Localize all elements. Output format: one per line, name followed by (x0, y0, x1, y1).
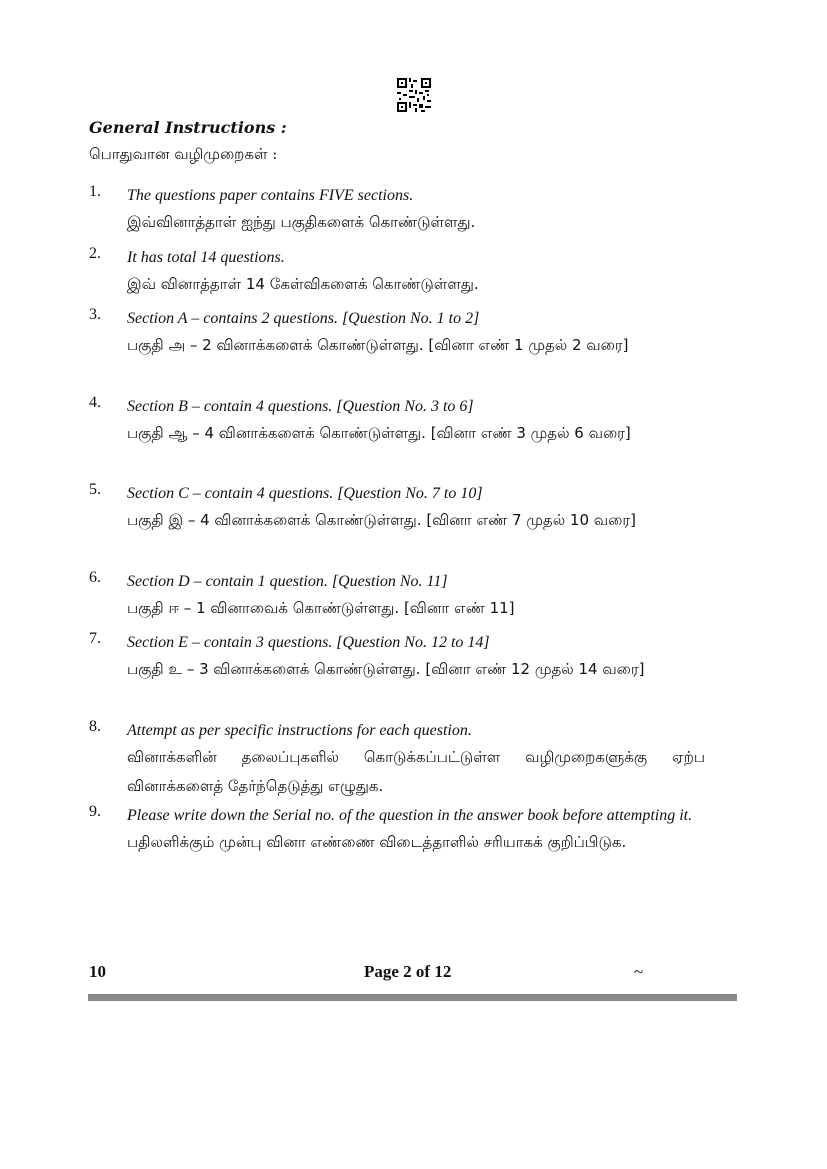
footer-mark: ~ (634, 962, 644, 981)
instruction-number: 5. (89, 481, 101, 498)
instruction-number: 8. (89, 718, 101, 735)
instruction-text-en: The questions paper contains FIVE sections. (127, 187, 414, 204)
instruction-text-ta: பகுதி உ – 3 வினாக்களைக் கொண்டுள்ளது. [வினா எண் 12 முதல் 14 வரை] (127, 660, 645, 678)
instruction-number: 6. (89, 569, 101, 586)
qr-code (397, 78, 431, 112)
instruction-text-en: It has total 14 questions. (127, 249, 285, 266)
footer-divider (88, 994, 737, 1001)
instruction-7 (89, 630, 705, 684)
instruction-3 (89, 306, 705, 360)
instruction-text-ta: பகுதி இ – 4 வினாக்களைக் கொண்டுள்ளது. [வினா எண் 7 முதல் 10 வரை] (127, 511, 636, 529)
instruction-text-ta: பகுதி ஈ – 1 வினாவைக் கொண்டுள்ளது. [வினா எண் 11] (127, 599, 515, 617)
instruction-4 (89, 394, 705, 448)
instruction-text-en: Section E – contain 3 questions. [Question No. 12 to 14] (127, 634, 490, 651)
instruction-text-en: Please write down the Serial no. of the question in the answer book before attempting it. (127, 807, 693, 824)
instruction-text-en: Attempt as per specific instructions for each question. (127, 722, 472, 739)
instruction-text-en: Section C – contain 4 questions. [Question No. 7 to 10] (127, 485, 483, 502)
instruction-text-ta: பகுதி ஆ – 4 வினாக்களைக் கொண்டுள்ளது. [வினா எண் 3 முதல் 6 வரை] (127, 424, 631, 442)
instruction-5 (89, 481, 705, 535)
instruction-2 (89, 245, 705, 299)
instruction-number: 2. (89, 245, 101, 262)
instruction-text-en: Section A – contains 2 questions. [Question No. 1 to 2] (127, 310, 480, 327)
instruction-9 (89, 803, 705, 857)
page-number: Page 2 of 12 (364, 962, 452, 981)
instruction-number: 1. (89, 183, 101, 200)
instruction-text-en: Section B – contain 4 questions. [Question No. 3 to 6] (127, 398, 474, 415)
instruction-text-en: Section D – contain 1 question. [Question No. 11] (127, 573, 448, 590)
instruction-text-ta: வினாக்களின் தலைப்புகளில் கொடுக்கப்பட்டுள்ள வழிமுறைகளுக்கு ஏற்ப வினாக்களைத் தேர்ந்தெடுத்து எழுதுக. (127, 748, 705, 795)
instruction-6 (89, 569, 705, 623)
instruction-1 (89, 183, 705, 237)
instruction-text-ta: இவ்வினாத்தாள் ஐந்து பகுதிகளைக் கொண்டுள்ளது. (127, 213, 476, 231)
instruction-8 (89, 718, 705, 801)
instruction-number: 9. (89, 803, 101, 820)
page-title-tamil: பொதுவான வழிமுறைகள் : (89, 145, 278, 163)
instruction-number: 3. (89, 306, 101, 323)
instruction-text-ta: பகுதி அ – 2 வினாக்களைக் கொண்டுள்ளது. [வினா எண் 1 முதல் 2 வரை] (127, 336, 629, 354)
instruction-text-ta: இவ் வினாத்தாள் 14 கேள்விகளைக் கொண்டுள்ளது. (127, 275, 479, 293)
instruction-number: 7. (89, 630, 101, 647)
instruction-number: 4. (89, 394, 101, 411)
instruction-text-ta: பதிலளிக்கும் முன்பு வினா எண்ணை விடைத்தாளில் சரியாகக் குறிப்பிடுக. (127, 833, 627, 851)
page-title: General Instructions : (89, 118, 287, 137)
paper-code: 10 (89, 962, 106, 981)
